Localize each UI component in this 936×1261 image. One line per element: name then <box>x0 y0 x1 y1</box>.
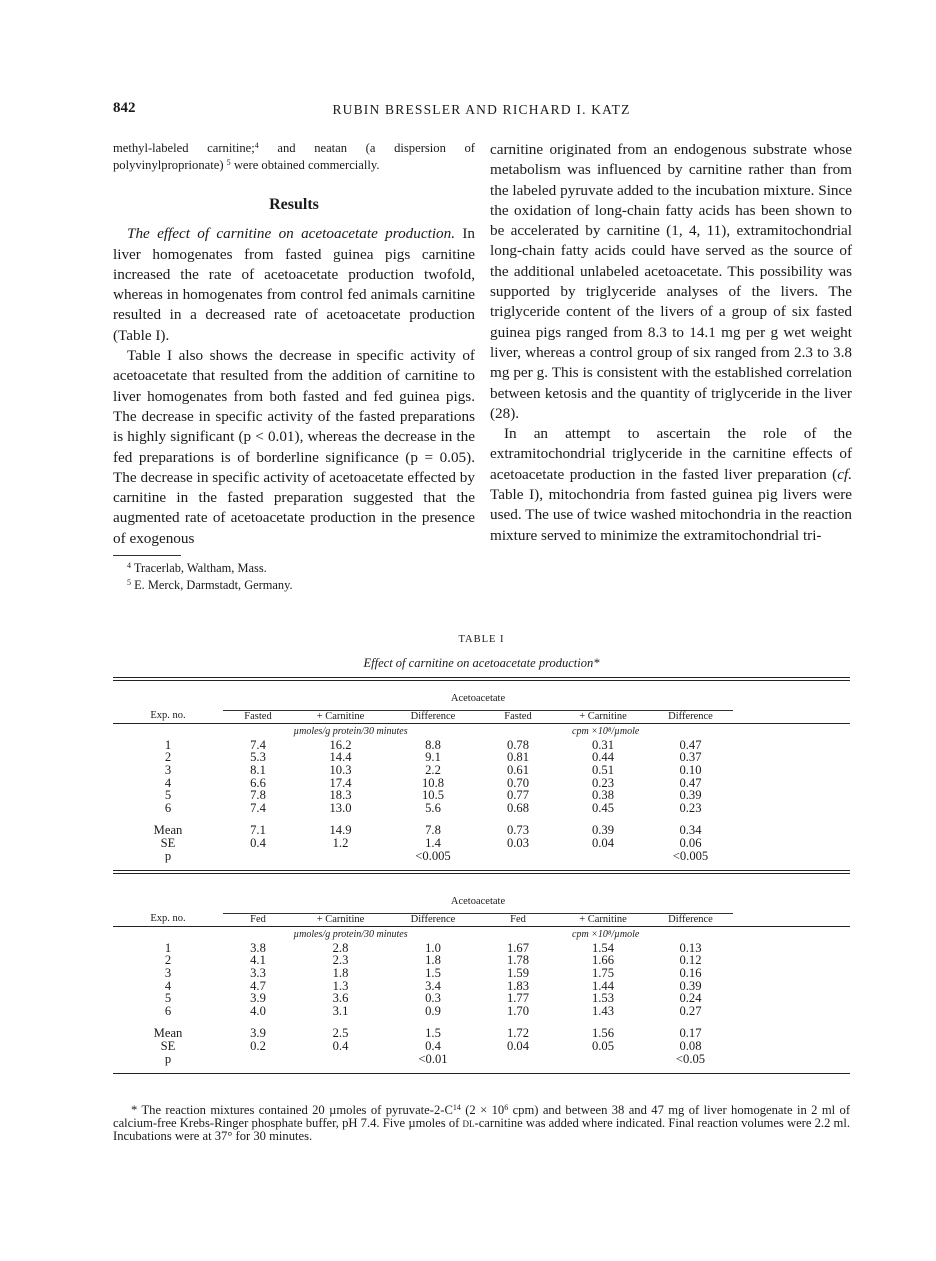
table-cell: 1.78 <box>506 953 530 968</box>
table-cell: 3 <box>164 762 172 777</box>
table-cell: 13.0 <box>329 800 352 815</box>
table-cell <box>293 1053 388 1066</box>
table-cell: 1.8 <box>425 953 441 968</box>
table-cell <box>558 1053 648 1066</box>
column-header: Fed <box>250 913 266 925</box>
table-cell: 5 <box>164 991 172 1006</box>
table-cell: 0.47 <box>679 737 702 752</box>
column-header: Difference <box>410 913 456 925</box>
table-cell: 1.67 <box>506 940 530 955</box>
page-number: 842 <box>113 100 136 116</box>
column-header: Exp. no. <box>150 710 186 722</box>
table-cell: 1.54 <box>591 940 615 955</box>
table-fed <box>113 888 850 1074</box>
table-cell: 0.73 <box>506 823 530 838</box>
table-cell: Mean <box>153 1026 183 1041</box>
table-cell: 0.47 <box>679 775 702 790</box>
table-cell: 18.3 <box>329 788 352 803</box>
table-cell: 1.75 <box>591 965 615 980</box>
table-row <box>113 777 850 790</box>
table-cell <box>478 1053 558 1066</box>
table-cell: 7.8 <box>425 823 441 838</box>
table-cell: 14.4 <box>329 750 352 765</box>
table-cell: 1.70 <box>506 1003 530 1018</box>
table-cell: 4.7 <box>250 978 266 993</box>
table-cell: 6.6 <box>250 775 266 790</box>
column-header: + Carnitine <box>316 913 365 925</box>
table-cell: 7.4 <box>250 737 266 752</box>
table-cell: 3.9 <box>250 1026 266 1041</box>
table-cell: 0.45 <box>591 800 615 815</box>
table-cell: 10.3 <box>329 762 352 777</box>
column-header: Difference <box>668 913 713 925</box>
table-cell: 1.83 <box>506 978 530 993</box>
table-cell: 8.1 <box>250 762 266 777</box>
table-cell: 2.3 <box>332 953 349 968</box>
table-cell: 0.39 <box>679 788 702 803</box>
right-column <box>490 140 852 546</box>
table-row <box>113 992 850 1005</box>
table-cell: 5 <box>164 788 172 803</box>
page-header <box>113 100 850 120</box>
table-cell: 7.4 <box>250 800 266 815</box>
units-label: cpm ×10⁸/µmole <box>572 726 640 738</box>
table-row <box>113 967 850 980</box>
table-cell <box>293 850 388 863</box>
table-row <box>113 942 850 955</box>
table-cell: 0.2 <box>250 1038 266 1053</box>
table-cell: 1.3 <box>332 978 349 993</box>
summary-row <box>113 824 850 837</box>
table-cell: 0.17 <box>679 1026 702 1041</box>
header-rule <box>113 723 850 724</box>
table-row <box>113 751 850 764</box>
table-cell: 4 <box>164 978 172 993</box>
table-cell: 0.44 <box>591 750 615 765</box>
table-cell: 0.23 <box>679 800 702 815</box>
table-cell: 17.4 <box>329 775 352 790</box>
section-title: Results <box>269 196 319 213</box>
table-cell: 0.9 <box>425 1003 441 1018</box>
table-fasted <box>113 677 850 874</box>
table-cell: 4 <box>164 775 172 790</box>
table-cell: <0.05 <box>675 1051 706 1066</box>
summary-row <box>113 850 850 863</box>
summary-row <box>113 1040 850 1053</box>
table-cell: 3.8 <box>250 940 266 955</box>
table-cell: 0.81 <box>506 750 530 765</box>
table-row <box>113 764 850 777</box>
table-cell: 0.08 <box>679 1038 702 1053</box>
table-cell: 2.8 <box>332 940 349 955</box>
table-cell: 7.1 <box>250 823 266 838</box>
table-cell: 4.1 <box>250 953 266 968</box>
table-cell: 0.31 <box>591 737 615 752</box>
table-row <box>113 802 850 815</box>
table-cell: 2.2 <box>425 762 441 777</box>
table-cell: 0.12 <box>679 953 702 968</box>
summary-row <box>113 1053 850 1066</box>
footnote-divider <box>113 555 181 556</box>
table-cell: 1 <box>164 940 172 955</box>
column-header: Difference <box>668 710 713 722</box>
table-cell: 0.10 <box>679 762 702 777</box>
table-cell: 5.6 <box>425 800 441 815</box>
footnote: $^4$ Tracerlab, Waltham, Mass. <box>127 561 267 576</box>
table-cell: 3.9 <box>250 991 266 1006</box>
column-header: Difference <box>410 710 456 722</box>
table-row <box>113 980 850 993</box>
table-cell: 1.5 <box>425 1026 441 1041</box>
table-cell: p <box>164 848 172 863</box>
table-bottom-rule <box>113 1073 850 1074</box>
table-cell <box>478 850 558 863</box>
table-row <box>113 739 850 752</box>
table-cell: 8.8 <box>425 737 441 752</box>
body-paragraph: The effect of carnitine on acetoacetate production. In liver homogenates from fasted guinea pigs carnitine increased the rate of acetoacetate production twofold, whereas in homogenates from control fed animals carnitine resulted in a decreased rate of acetoacetate production (Table I). <box>113 225 475 344</box>
table-cell: 0.68 <box>506 800 530 815</box>
table-cell: 0.16 <box>679 965 702 980</box>
table-cell <box>223 850 293 863</box>
body-paragraph: In an attempt to ascertain the role of the extramitochondrial triglyceride in the carnitine effects of acetoacetate production in the fasted liver preparation (cf. Table I), mitochondria from fasted guinea pig livers were used. The use of twice washed mitochondria in the reaction mixture served to minimize the extramitochondrial tri- <box>490 425 852 544</box>
table-cell: <0.01 <box>418 1051 448 1066</box>
table-row <box>113 1005 850 1018</box>
table-cell: 1.44 <box>591 978 615 993</box>
table-cell: 9.1 <box>425 750 441 765</box>
table-row <box>113 954 850 967</box>
table-cell: 6 <box>164 800 172 815</box>
table-cell: SE <box>160 1038 176 1053</box>
units-label: cpm ×10⁸/µmole <box>572 929 640 941</box>
table-cell: SE <box>160 835 176 850</box>
table-cell: 0.04 <box>591 835 615 850</box>
table-cell: 1.5 <box>425 965 441 980</box>
table-cell: 0.37 <box>679 750 702 765</box>
table-cell: 0.04 <box>506 1038 530 1053</box>
table-cell: 1.72 <box>506 1026 530 1041</box>
table-cell: 0.23 <box>591 775 615 790</box>
column-header: Fed <box>510 913 526 925</box>
summary-row <box>113 1027 850 1040</box>
table-cell: 2 <box>164 953 172 968</box>
column-header: + Carnitine <box>579 710 627 722</box>
span-header: Acetoacetate <box>223 896 733 913</box>
table-cell: 0.70 <box>506 775 530 790</box>
table-footnote: * The reaction mixtures contained 20 µmoles of pyruvate-$2-C^{14}$ ($2 \times 10^6$ cpm) and between 38 and 47 mg of liver homogenate in 2 ml of calcium-free Krebs-Ringer phosphate buffer, pH 7.4. Five µmoles of dl-carnitine was added where indicated. Final reaction volumes were 2.2 ml. Incubations were at 37° for 30 minutes. <box>113 1103 851 1143</box>
column-header: + Carnitine <box>316 710 365 722</box>
table-cell: 0.38 <box>591 788 615 803</box>
column-header: Exp. no. <box>150 913 186 925</box>
table-cell: 1.2 <box>332 835 349 850</box>
table-cell: 0.77 <box>506 788 530 803</box>
table-cell: 0.78 <box>506 737 530 752</box>
table-cell: 14.9 <box>329 823 352 838</box>
column-header: Fasted <box>504 710 532 722</box>
table-cell: 1.0 <box>425 940 441 955</box>
table-cell: Mean <box>153 823 183 838</box>
table-cell: 0.4 <box>425 1038 441 1053</box>
units-label: µmoles/g protein/30 minutes <box>293 929 408 941</box>
table-cell: 1.4 <box>425 835 441 850</box>
table-cell <box>558 850 648 863</box>
body-paragraph: Table I also shows the decrease in specific activity of acetoacetate that resulted from the addition of carnitine to liver homogenates from both fasted and fed guinea pigs. The decrease in specific activity of the fasted preparations is highly significant (p < 0.01), whereas the decrease in the fed preparations is of borderline significance (p = 0.05). The decrease in specific activity of acetoacetate effected by carnitine in the fasted preparation suggested that the augmented rate of acetoacetate production in the presence of exogenous <box>113 347 475 547</box>
table-cell: 0.34 <box>679 823 702 838</box>
section-rule <box>113 870 850 874</box>
table-cell: 1.77 <box>506 991 530 1006</box>
table-cell: 7.8 <box>250 788 266 803</box>
table-cell: 0.4 <box>250 835 266 850</box>
span-header: Acetoacetate <box>223 693 733 710</box>
table-cell: 1.56 <box>591 1026 615 1041</box>
table-cell: 0.03 <box>506 835 530 850</box>
table-cell: 0.3 <box>425 991 441 1006</box>
table-caption: Effect of carnitine on acetoacetate production* <box>363 656 600 670</box>
table-cell: 0.39 <box>679 978 702 993</box>
table-cell: 0.27 <box>679 1003 702 1018</box>
subsection-heading: The effect of carnitine on acetoacetate production. <box>127 225 456 243</box>
table-cell: 1.53 <box>591 991 615 1006</box>
left-column <box>113 140 475 594</box>
table-cell: 10.8 <box>421 775 445 790</box>
table-cell: 0.06 <box>679 835 702 850</box>
table-cell: 5.3 <box>250 750 266 765</box>
table-cell: <0.005 <box>415 848 451 863</box>
table-cell: 1.66 <box>591 953 615 968</box>
table-cell: 10.5 <box>421 788 445 803</box>
table-row <box>113 789 850 802</box>
table-cell: 0.51 <box>591 762 615 777</box>
running-head: RUBIN BRESSLER AND RICHARD I. KATZ <box>332 102 631 117</box>
table-cell: 1.43 <box>591 1003 615 1018</box>
column-header: Fasted <box>244 710 272 722</box>
table-cell: 0.39 <box>591 823 615 838</box>
table-cell: 2 <box>164 750 172 765</box>
table-cell: 3.4 <box>425 978 441 993</box>
table-top-rule <box>113 677 850 681</box>
intro-paragraph: methyl-labeled carnitine;$^4$ and neatan (a dispersion of polyvinylproprionate) $^5$ were obtained commercially. <box>113 141 476 172</box>
table-cell: 0.24 <box>679 991 702 1006</box>
table-cell: 2.5 <box>332 1026 349 1041</box>
column-header: + Carnitine <box>579 913 627 925</box>
table-cell: 6 <box>164 1003 172 1018</box>
table-cell: 3.3 <box>250 965 266 980</box>
summary-row <box>113 837 850 850</box>
table-cell: 3 <box>164 965 172 980</box>
table-cell <box>223 1053 293 1066</box>
table-cell: 0.05 <box>591 1038 615 1053</box>
table-label: TABLE I <box>458 634 505 645</box>
units-label: µmoles/g protein/30 minutes <box>293 726 408 738</box>
header-rule <box>113 926 850 927</box>
table-cell: p <box>164 1051 172 1066</box>
table-cell: 3.1 <box>332 1003 349 1018</box>
table-cell: 4.0 <box>250 1003 266 1018</box>
table-cell: 0.4 <box>332 1038 349 1053</box>
table-cell: 1.59 <box>506 965 530 980</box>
table-cell: 0.13 <box>679 940 702 955</box>
table-cell: 16.2 <box>329 737 352 752</box>
footnote: $^5$ E. Merck, Darmstadt, Germany. <box>127 578 293 593</box>
table-cell: <0.005 <box>672 848 709 863</box>
table-cell: 1.8 <box>332 965 349 980</box>
table-cell: 1 <box>164 737 172 752</box>
table-cell: 3.6 <box>332 991 349 1006</box>
body-paragraph: carnitine originated from an endogenous substrate whose metabolism was influenced by carnitine rather than from the labeled pyruvate added to the incubation mixture. Since the oxidation of long-chain fatty acids has been shown to be accelerated by carnitine (1, 4, 11), extramitochondrial long-chain fatty acids could have served as the source of the additional unlabeled acetoacetate. This possibility was supported by triglyceride analyses of the livers. The triglyceride content of the livers of a group of six fasted guinea pigs ranged from 8.3 to 14.1 mg per g wet weight liver, whereas a control group of six ranged from 2.3 to 3.8 mg per g. This is consistent with the established correlation between ketosis and the quantity of triglyceride in the liver (28). <box>490 141 852 422</box>
table-cell: 0.61 <box>506 762 530 777</box>
